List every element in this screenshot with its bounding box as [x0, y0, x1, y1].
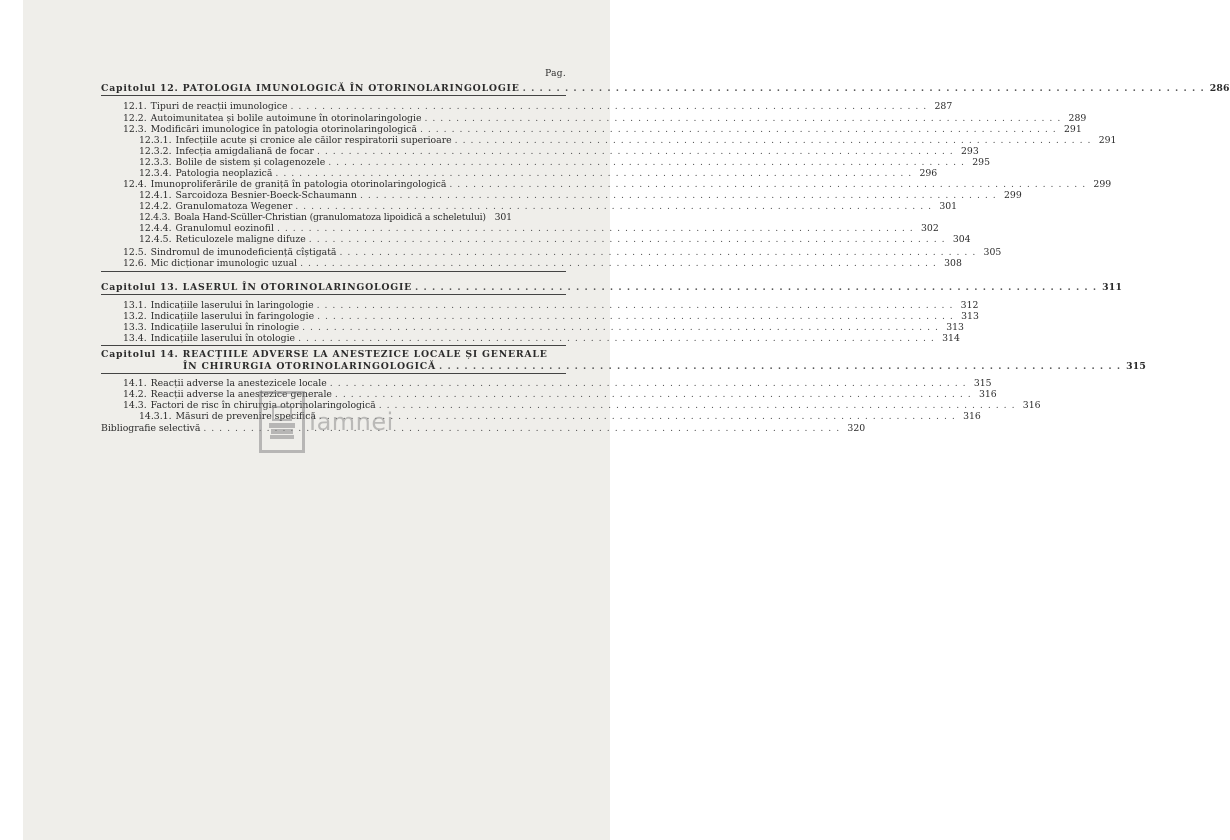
- page-number: 315: [1126, 361, 1147, 372]
- toc-entry[interactable]: 13.2. Indicațiile laserului în faringologie . . . 313: [101, 312, 566, 321]
- toc-entry[interactable]: 12.4. Imunoproliferările de graniță în patologia otorinolaringologică . . . 299: [101, 180, 566, 189]
- toc-entry[interactable]: 12.2. Autoimunitatea și bolile autoimune în otorinolaringologie . . . 289: [101, 114, 566, 123]
- toc-entry[interactable]: 13.4. Indicațiile laserului în otologie . . . 314: [101, 334, 566, 343]
- chapter-title: Capitolul 12. PATOLOGIA IMUNOLOGICĂ ÎN OTORINOLARINGOLOGIE: [101, 83, 520, 94]
- bibliography-entry[interactable]: Bibliografie selectivă . . . 320: [101, 424, 566, 433]
- toc-subentry[interactable]: 12.4.2. Granulomatoza Wegener . . . 301: [101, 202, 566, 211]
- toc-entry[interactable]: 12.6. Mic dicționar imunologic uzual . . . 308: [101, 259, 566, 268]
- toc-subentry[interactable]: 12.4.4. Granulomul eozinofil . . . 302: [101, 224, 566, 233]
- chapter-underline: [101, 294, 566, 295]
- toc-subentry[interactable]: 14.3.1. Măsuri de prevenire specifică . . . 316: [101, 412, 566, 421]
- books-logo-icon: [259, 391, 305, 453]
- toc-entry[interactable]: 12.1. Tipuri de reacții imunologice . . . 287: [101, 102, 566, 111]
- chapter-12-heading[interactable]: [101, 83, 1230, 94]
- chapter-title: Capitolul 13. LASERUL ÎN OTORINOLARINGOLOGIE: [101, 282, 413, 293]
- watermark-text: Iamnei: [309, 408, 394, 436]
- toc-subentry[interactable]: 12.4.5. Reticulozele maligne difuze . . . 304: [101, 235, 566, 244]
- chapter-underline: [101, 373, 566, 374]
- chapter-underline: [101, 95, 566, 96]
- toc-subentry[interactable]: 12.3.3. Bolile de sistem și colagenozele . . . 295: [101, 158, 566, 167]
- toc-entry[interactable]: 14.1. Reacții adverse la anestezicele locale . . . 315: [101, 379, 566, 388]
- toc-entry[interactable]: 12.5. Sindromul de imunodeficiență cîștigată . . . 305: [101, 248, 566, 257]
- toc-subentry[interactable]: 12.4.1. Sarcoidoza Besnier-Boeck-Schaumann . . . 299: [101, 191, 566, 200]
- toc-subentry[interactable]: 12.4.3. Boala Hand-Scüller-Christian (granulomatoza lipoidică a scheletului) 301: [139, 212, 512, 223]
- toc-entry[interactable]: 12.3. Modificări imunologice în patologia otorinolaringologică . . . 291: [101, 125, 566, 134]
- chapter-title-line-2: ÎN CHIRURGIA OTORINOLARINGOLOGICĂ: [183, 361, 436, 372]
- section-divider: [101, 271, 566, 272]
- chapter-14-heading-line-2[interactable]: [101, 361, 1147, 372]
- watermark: [259, 391, 394, 453]
- toc-subentry[interactable]: 12.3.2. Infecția amigdaliană de focar . . . 293: [101, 147, 566, 156]
- toc-entry[interactable]: 13.3. Indicațiile laserului în rinologie . . . 313: [101, 323, 566, 332]
- toc-entry[interactable]: 13.1. Indicațiile laserului în laringologie . . . 312: [101, 301, 566, 310]
- toc-subentry[interactable]: 12.3.4. Patologia neoplazică . . . 296: [101, 169, 566, 178]
- toc-subentry[interactable]: 12.3.1. Infecțiile acute și cronice ale căilor respiratorii superioare . . . 291: [101, 136, 566, 145]
- page-number: 286: [1209, 83, 1230, 94]
- page-number: 311: [1102, 282, 1123, 293]
- toc-entry[interactable]: 14.3. Factori de risc în chirurgia otorinolaringologică . . . 316: [101, 401, 566, 410]
- page-column-header: Pag.: [545, 69, 566, 79]
- section-divider: [101, 345, 566, 346]
- chapter-14-heading[interactable]: [101, 350, 566, 359]
- book-page: [23, 0, 1230, 840]
- chapter-13-heading[interactable]: [101, 282, 1123, 293]
- chapter-title-line-1: Capitolul 14. REACȚIILE ADVERSE LA ANESTEZICE LOCALE ȘI GENERALE: [101, 349, 548, 360]
- toc-entry[interactable]: 14.2. Reacții adverse la anestezice generale . . . 316: [101, 390, 566, 399]
